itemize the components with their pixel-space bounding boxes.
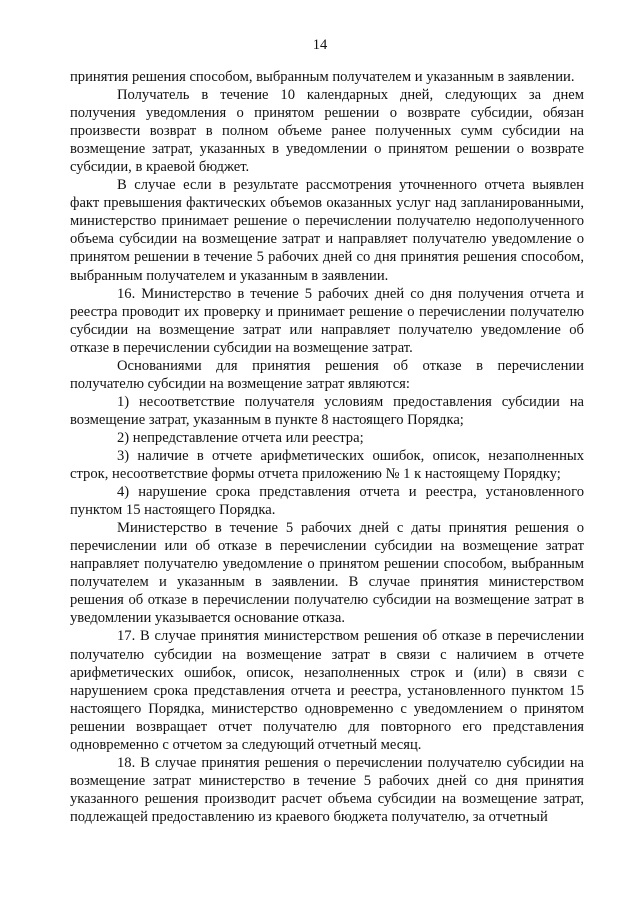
paragraph-clause-17: 17. В случае принятия министерством решения об отказе в перечислении получателю субсидии на возмещение затрат в связи с наличием в отчете арифметических ошибок, описок, незаполненных строк и (или) в связи с нарушением срока представления отчета и реестра, установленного пунктом 15 настоящего Порядка, министерство одновременно с уведомлением о принятом решении возвращает отчет получателю для повторного его представления одновременно с отчетом за следующий отчетный месяц. xyxy=(70,628,584,753)
document-body xyxy=(70,68,584,826)
paragraph-excess-services: В случае если в результате рассмотрения уточненного отчета выявлен факт превышения фактических объемов оказанных услуг над запланированными, министерство принимает решение о перечислении получателю недополученного объема субсидии на возмещение затрат и направляет получателю уведомление о принятом решении в течение 5 рабочих дней со дня принятия решения способом, выбранным получателем и указанным в заявлении. xyxy=(70,177,584,284)
list-item-ground-2: 2) непредставление отчета или реестра; xyxy=(117,429,364,446)
paragraph-refusal-grounds: Основаниями для принятия решения об отказе в перечислении получателю субсидии на возмещение затрат являются: xyxy=(70,357,584,392)
paragraph-clause-18: 18. В случае принятия решения о перечислении получателю субсидии на возмещение затрат министерство в течение 5 рабочих дней со дня принятия указанного решения производит расчет объема субсидии на возмещение затрат, подлежащей предоставлению из краевого бюджета получателю, за отчетный xyxy=(70,754,584,825)
paragraph-refund-obligation: Получатель в течение 10 календарных дней, следующих за днем получения уведомления о принятом решении о возврате субсидии, обязан произвести возврат в полном объеме ранее полученных сумм субсидии на возмещение затрат, указанных в уведомлении о принятом решении о возврате субсидии, в краевой бюджет. xyxy=(70,87,584,176)
list-item-ground-3: 3) наличие в отчете арифметических ошибок, описок, незаполненных строк, несоответствие формы отчета приложению № 1 к настоящему Порядку; xyxy=(70,447,584,483)
list-item-ground-4: 4) нарушение срока представления отчета и реестра, установленного пунктом 15 настоящего Порядка. xyxy=(70,484,584,519)
paragraph-continuation: принятия решения способом, выбранным получателем и указанным в заявлении. xyxy=(70,69,575,85)
list-item-ground-1: 1) несоответствие получателя условиям предоставления субсидии на возмещение затрат, указанным в пункте 8 настоящего Порядка; xyxy=(70,393,584,428)
paragraph-clause-16: 16. Министерство в течение 5 рабочих дней со дня получения отчета и реестра проводит их проверку и принимает решение о перечислении получателю субсидии на возмещение затрат или направляет получателю уведомление об отказе в перечислении субсидии на возмещение затрат. xyxy=(70,285,584,356)
page-number: 14 xyxy=(312,37,328,53)
paragraph-notification: Министерство в течение 5 рабочих дней с даты принятия решения о перечислении или об отказе в перечислении субсидии на возмещение затрат направляет получателю уведомление о принятом решении способом, выбранным получателем и указанным в заявлении. В случае принятия министерством решения об отказе в перечислении получателю субсидии на возмещение затрат в уведомлении указывается основание отказа. xyxy=(70,520,584,627)
